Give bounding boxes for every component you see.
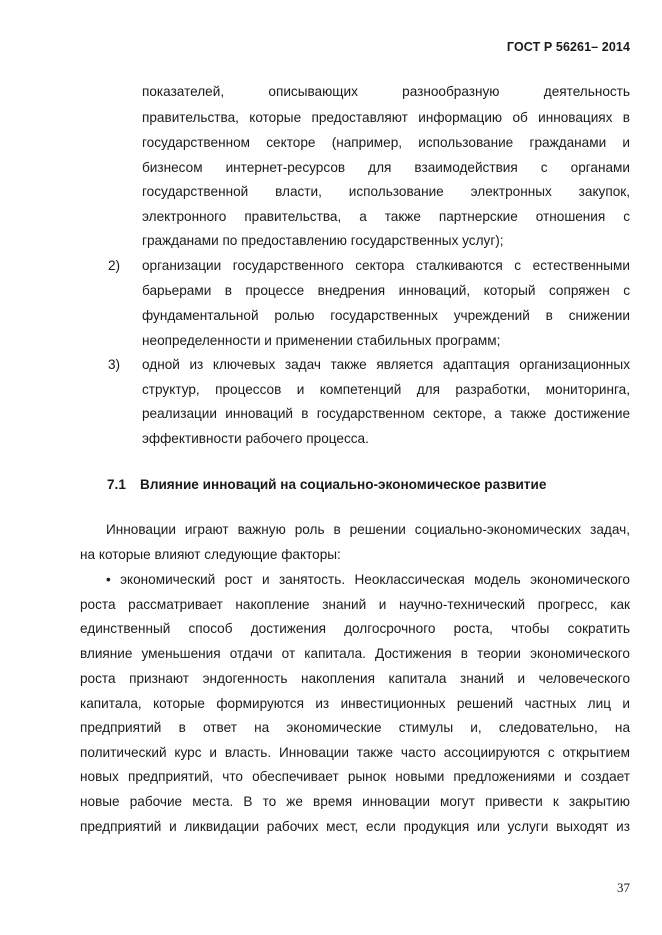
text-line: политический курс и власть. Инновации также часто ассоциируются с открытием xyxy=(80,745,630,760)
page-number: 37 xyxy=(617,880,630,895)
text-line: одной из ключевых задач также является адаптация организационных xyxy=(142,357,630,372)
text-line: на которые влияют следующие факторы: xyxy=(80,547,341,562)
text-line: показателей, описывающих разнообразную деятельность xyxy=(142,84,630,99)
text-line: организации государственного сектора сталкиваются с естественными xyxy=(142,258,630,273)
text-line: правительства, которые предоставляют информацию об инновациях в xyxy=(142,110,630,125)
section-title: Влияние инноваций на социально-экономическое развитие xyxy=(140,477,547,492)
text-line: новые рабочие места. В то же время инновации могут привести к закрытию xyxy=(80,794,630,809)
list-number: 2) xyxy=(108,258,121,273)
text-line: Инновации играют важную роль в решении социально-экономических задач, xyxy=(106,522,630,537)
text-line: государственной власти, использование электронных закупок, xyxy=(142,184,630,199)
text-line: единственный способ достижения долгосрочного роста, чтобы сократить xyxy=(80,621,630,636)
text-line: влияние уменьшения отдачи от капитала. Достижения в теории экономического xyxy=(80,646,630,661)
text-line: новых предприятий, что обеспечивает рынок новыми предложениями и создает xyxy=(80,769,630,784)
text-line: электронного правительства, а также партнерские отношения с xyxy=(142,209,630,224)
text-line: реализации инноваций в государственном секторе, а также достижение xyxy=(142,406,630,421)
text-line: капитала, которые формируются из инвестиционных решений частных лиц и xyxy=(80,696,630,711)
text-line: предприятий и ликвидации рабочих мест, если продукция или услуги выходят из xyxy=(80,819,630,834)
text-line: роста признают эндогенность накопления капитала знаний и человеческого xyxy=(80,671,630,686)
list-number: 3) xyxy=(108,357,121,372)
text-line: эффективности рабочего процесса. xyxy=(142,431,369,446)
section-number: 7.1 xyxy=(107,477,126,492)
text-line: неопределенности и применении стабильных программ; xyxy=(142,333,501,348)
text-line: барьерами в процессе внедрения инноваций, который сопряжен с xyxy=(142,283,630,298)
text-line: структур, процессов и компетенций для разработки, мониторинга, xyxy=(142,382,630,397)
text-line: гражданами по предоставлению государственных услуг); xyxy=(142,233,504,248)
text-line: предприятий в ответ на экономические стимулы и, следовательно, на xyxy=(80,720,630,735)
text-line: государственном секторе (например, использование гражданами и xyxy=(142,135,630,150)
text-line: бизнесом интернет-ресурсов для взаимодействия с органами xyxy=(142,160,630,175)
bullet-line: • экономический рост и занятость. Неоклассическая модель экономического xyxy=(106,572,630,587)
section-heading xyxy=(107,477,546,493)
document-header: ГОСТ Р 56261– 2014 xyxy=(506,40,630,54)
text-line: роста рассматривает накопление знаний и научно-технический прогресс, как xyxy=(80,597,630,612)
text-line: фундаментальной ролью государственных учреждений в снижении xyxy=(142,308,630,323)
